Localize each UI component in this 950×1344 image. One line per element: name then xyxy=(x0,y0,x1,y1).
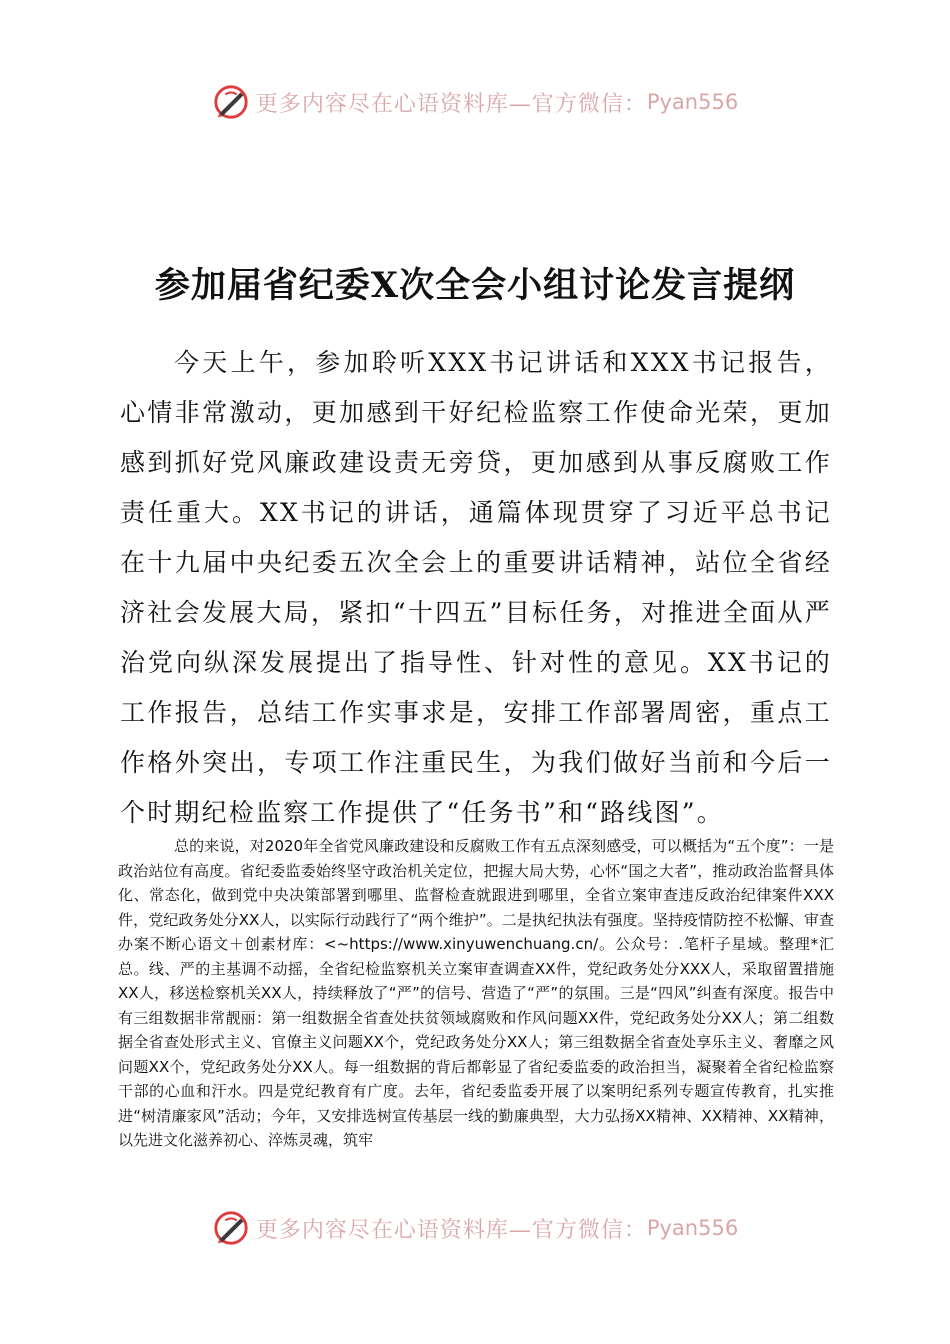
header-banner xyxy=(0,80,950,124)
footer-banner xyxy=(0,1206,950,1250)
footer-banner-text: 更多内容尽在心语资料库—官方微信： xyxy=(255,1217,647,1243)
footer-banner-handle: Pyan556 xyxy=(646,1216,739,1240)
document-title: 参加届省纪委X次全会小组讨论发言提纲 xyxy=(154,265,796,306)
header-banner-handle: Pyan556 xyxy=(646,90,739,114)
body-paragraph: 总的来说，对2020年全省党风廉政建设和反腐败工作有五点深刻感受，可以概括为“五个度”：一是政治站位有高度。省纪委监委始终坚守政治机关定位，把握大局大势，心怀“国之大者”，推动政治监督具体化、常态化，做到党中央决策部署到哪里、监督检查就跟进到哪里，全省立案审查违反政治纪律案件XXX件，党纪政务处分XX人，以实际行动践行了“两个维护”。二是执纪执法有强度。坚持疫情防控不松懈、审查办案不断心语文＋创素材库：<~https://www.xinyuwenchuang.cn/。公众号：.笔杆子星域。整理*汇总。线、严的主基调不动摇，全省纪检监察机关立案审查调查XX件，党纪政务处分XXX人，采取留置措施XX人，移送检察机关XX人，持续释放了“严”的信号、营造了“严”的氛围。三是“四风”纠查有深度。报告中有三组数据非常靓丽：第一组数据全省查处扶贫领域腐败和作风问题XX件，党纪政务处分XX人；第二组数据全省查处形式主义、官僚主义问题XX个，党纪政务处分XX人；第三组数据全省查处享乐主义、奢靡之风问题XX个，党纪政务处分XX人。每一组数据的背后都彰显了省纪委监委的政治担当，凝聚着全省纪检监察干部的心血和汗水。四是党纪教育有广度。去年，省纪委监委开展了以案明纪系列专题宣传教育，扎实推进“树清廉家风”活动；今年，又安排选树宣传基层一线的勤廉典型，大力弘扬XX精神、XX精神、XX精神，以先进文化滋养初心、淬炼灵魂，筑牢 xyxy=(118,837,834,1149)
pen-logo-icon xyxy=(212,83,250,121)
intro-paragraph: 今天上午，参加聆听XXX书记讲话和XXX书记报告，心情非常激动，更加感到干好纪检监察工作使命光荣，更加感到抓好党风廉政建设责无旁贷，更加感到从事反腐败工作责任重大。XX书记的讲话，通篇体现贯穿了习近平总书记在十九届中央纪委五次全会上的重要讲话精神，站位全省经济社会发展大局，紧扣“十四五”目标任务，对推进全面从严治党向纵深发展提出了指导性、针对性的意见。XX书记的工作报告，总结工作实事求是，安排工作部署周密，重点工作格外突出，专项工作注重民生，为我们做好当前和今后一个时期纪检监察工作提供了“任务书”和“路线图”。 xyxy=(120,348,832,827)
pen-logo-icon xyxy=(212,1209,250,1247)
header-banner-text: 更多内容尽在心语资料库—官方微信： xyxy=(255,91,647,117)
